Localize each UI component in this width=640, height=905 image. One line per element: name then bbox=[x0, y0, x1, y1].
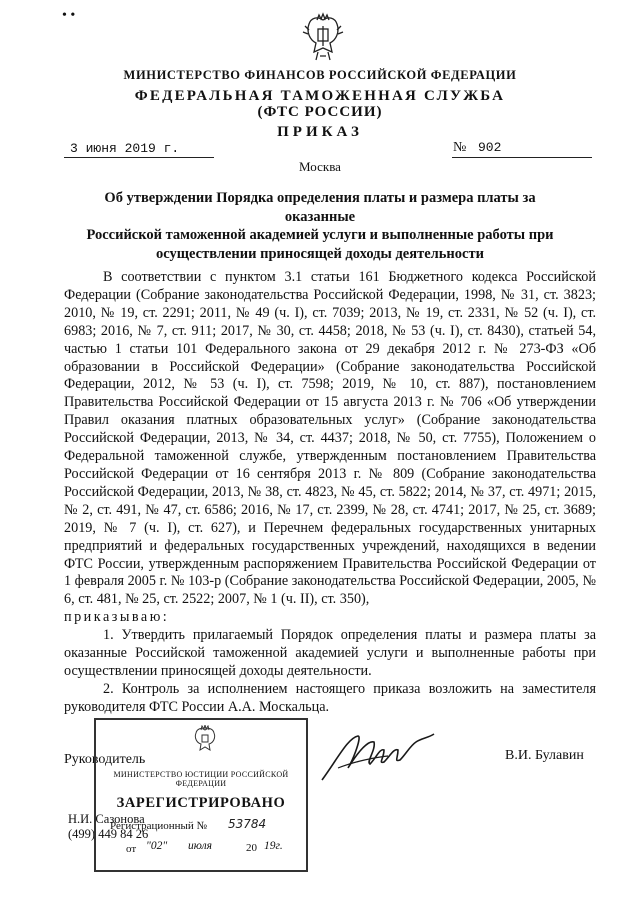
ministry-header: МИНИСТЕРСТВО ФИНАНСОВ РОССИЙСКОЙ ФЕДЕРАЦИИ bbox=[123, 68, 517, 82]
signatory-name: В.И. Булавин bbox=[505, 748, 584, 763]
title-line: осуществлении приносящей доходы деятельности bbox=[156, 245, 484, 262]
preamble-paragraph: В соответствии с пунктом 3.1 статьи 161 Бюджетного кодекса Российской Федерации (Собрание законодательства Российской Федерации, 1998, № 31, ст. 3823; 2010, № 19, ст. 2291; 2011, № 49 (ч. I), ст. 7039; 2013, № 19, ст. 2331, № 52 (ч. I), ст. 6983; 2016, № 7, ст. 911; 2017, № 30, ст. 4458; 2018, № 53 (ч. I), ст. 8430), статьей 54, частью 1 статьи 101 Федерального закона от 29 декабря 2012 г. № 273-ФЗ «Об образовании в Российской Федерации» (Собрание законодательства Российской Федерации, 2012, № 53 (ч. I), ст. 7598; 2019, № 10, ст. 887), постановлением Правительства Российской Федерации от 15 августа 2013 г. № 706 «Об утверждении Правил оказания платных образовательных услуг» (Собрание законодательства Российской Федерации, 2013, № 34, ст. 4437; 2018, № 50, ст. 7755), Положением о Федеральной таможенной службе, утвержденным постановлением Правительства Российской Федерации от 16 сентября 2013 г. № 809 (Собрание законодательства Российской Федерации, 2013, № 38, ст. 4823, № 45, ст. 5822; 2014, № 37, ст. 4971; 2015, № 2, ст. 491, № 47, ст. 6586; 2016, № 17, ст. 2399, № 28, ст. 4741; 2017, № 25, ст. 3689; 2019, № 7 (ч. I), ст. 627), и Перечнем федеральных государственных унитарных предприятий и федеральных государственных учреждений, находящихся в ведении ФТС России, утвержденным распоряжением Правительства Российской Федерации от 1 февраля 2005 г. № 103-р (Собрание законодательства Российской Федерации, 2005, № 6, ст. 481, № 25, ст. 2522; 2007, № 1 (ч. II), ст. 350), bbox=[64, 269, 596, 608]
stamp-date-month: июля bbox=[188, 840, 212, 852]
signatory-role: Руководитель bbox=[64, 752, 146, 767]
service-abbr: (ФТС РОССИИ) bbox=[257, 104, 383, 120]
order-item-1: 1. Утвердить прилагаемый Порядок определения платы и размера платы за оказанные Российской таможенной академией услуги и выполненные работы при осуществлении приносящей доходы деятельности. bbox=[64, 627, 596, 679]
service-name: ФЕДЕРАЛЬНАЯ ТАМОЖЕННАЯ СЛУЖБА bbox=[134, 88, 506, 104]
order-word: приказываю: bbox=[64, 609, 170, 626]
number-underline bbox=[452, 157, 592, 158]
registration-stamp bbox=[94, 718, 308, 872]
stamp-emblem bbox=[191, 725, 219, 755]
executor-phone: (499) 449 84 26 bbox=[68, 827, 149, 841]
stamp-reg-label: Регистрационный № bbox=[110, 820, 208, 832]
stamp-ministry: МИНИСТЕРСТВО ЮСТИЦИИ РОССИЙСКОЙ ФЕДЕРАЦИИ bbox=[113, 770, 289, 788]
stamp-date-year-suffix: 19г. bbox=[264, 840, 283, 852]
title-line: Об утверждении Порядка определения платы и размера платы за оказанные bbox=[104, 190, 536, 225]
stamp-date-year-prefix: 20 bbox=[246, 842, 257, 854]
date-underline bbox=[64, 157, 214, 158]
number-label: № bbox=[453, 140, 467, 155]
handwritten-signature bbox=[318, 728, 438, 788]
order-date: 3 июня 2019 г. bbox=[70, 141, 180, 156]
order-number: 902 bbox=[478, 140, 502, 155]
city: Москва bbox=[299, 159, 341, 174]
stamp-registered: ЗАРЕГИСТРИРОВАНО bbox=[116, 795, 286, 811]
corner-marks: • • bbox=[62, 8, 76, 23]
order-item-2: 2. Контроль за исполнением настоящего приказа возложить на заместителя руководителя ФТС России А.А. Москальца. bbox=[64, 680, 596, 715]
order-body bbox=[64, 269, 596, 717]
order-title bbox=[70, 189, 570, 263]
stamp-date-day: "02" bbox=[146, 840, 168, 852]
executor-name: Н.И. Сазонова bbox=[68, 812, 145, 826]
stamp-date-from: от bbox=[126, 843, 137, 855]
title-line: Российской таможенной академией услуги и выполненные работы при bbox=[86, 227, 554, 243]
coat-of-arms-emblem bbox=[300, 12, 346, 64]
stamp-reg-number: 53784 bbox=[228, 817, 267, 831]
document-type: ПРИКАЗ bbox=[277, 124, 363, 140]
